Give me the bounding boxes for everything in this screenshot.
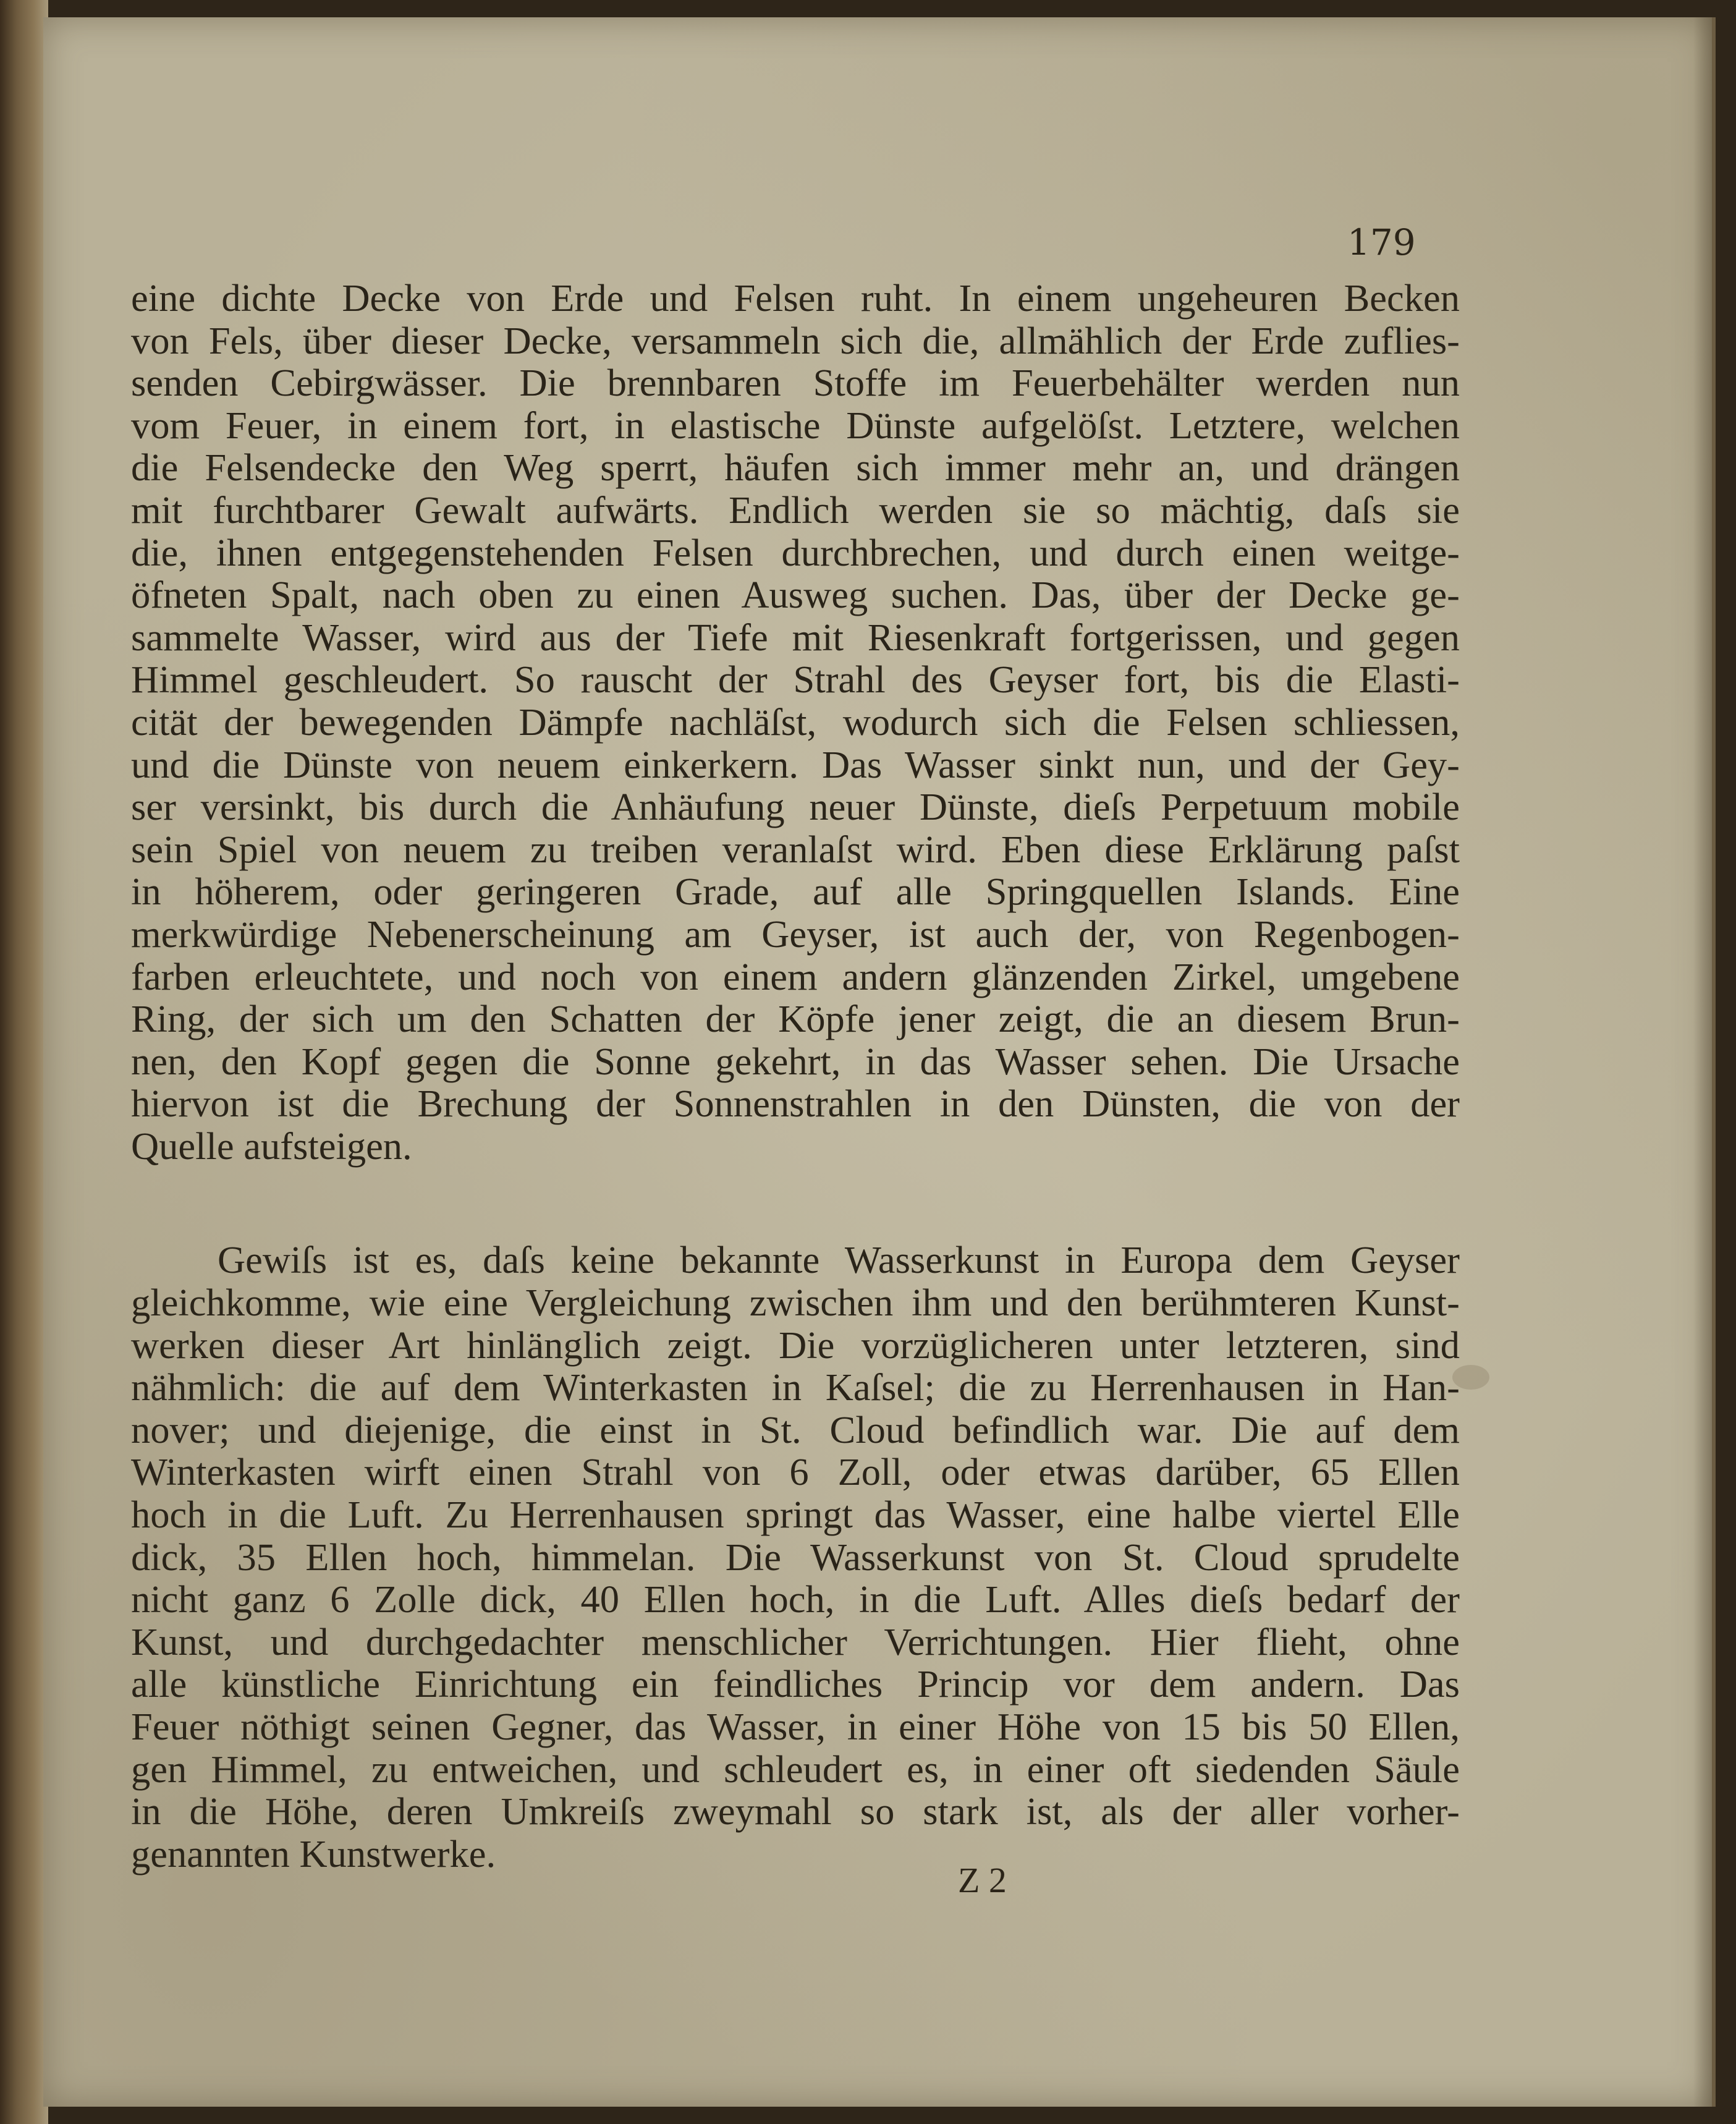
text-line: werken dieser Art hinlänglich zeigt. Die vorzüglicheren unter letzteren, sind (131, 1323, 1460, 1367)
text-line: senden Cebirgwässer. Die brennbaren Stoffe im Feuerbehälter werden nun (131, 361, 1460, 405)
text-line: Himmel geschleudert. So rauscht der Strahl des Geyser fort, bis die Elasti- (131, 658, 1460, 702)
text-line: vom Feuer, in einem fort, in elastische Dünste aufgelöſst. Letztere, welchen (131, 403, 1460, 447)
text-line: die Felsendecke den Weg sperrt, häufen sich immer mehr an, und drängen (131, 446, 1460, 490)
text-line: hiervon ist die Brechung der Sonnenstrahlen in den Dünsten, die von der (131, 1082, 1460, 1126)
text-line: öfneten Spalt, nach oben zu einen Ausweg suchen. Das, über der Decke ge- (131, 573, 1460, 617)
page-edge-shadow (1693, 17, 1712, 2107)
text-line: gleichkomme, wie eine Vergleichung zwischen ihm und den berühmteren Kunst- (131, 1281, 1460, 1325)
text-line: Winterkasten wirft einen Strahl von 6 Zoll, oder etwas darüber, 65 Ellen (131, 1450, 1460, 1494)
text-line: nicht ganz 6 Zolle dick, 40 Ellen hoch, in die Luft. Alles dieſs bedarf der (131, 1578, 1460, 1621)
text-line: merkwürdige Nebenerscheinung am Geyser, ist auch der, von Regenbogen- (131, 912, 1460, 956)
text-line: und die Dünste von neuem einkerkern. Das Wasser sinkt nun, und der Gey- (131, 742, 1460, 786)
text-line: in die Höhe, deren Umkreiſs zweymahl so stark ist, als der aller vorher- (131, 1790, 1460, 1833)
paragraph-1 (131, 277, 1460, 1167)
text-line: Quelle aufsteigen. (131, 1124, 412, 1168)
text-line: ser versinkt, bis durch die Anhäufung neuer Dünste, dieſs Perpetuum mobile (131, 785, 1460, 829)
text-line: eine dichte Decke von Erde und Felsen ruht. In einem ungeheuren Becken (131, 276, 1460, 320)
text-line: nen, den Kopf gegen die Sonne gekehrt, in das Wasser sehen. Die Ursache (131, 1039, 1460, 1083)
text-line: nover; und diejenige, die einst in St. Cloud befindlich war. Die auf dem (131, 1408, 1460, 1451)
text-line: sein Spiel von neuem zu treiben veranlaſst wird. Eben diese Erklärung paſst (131, 827, 1460, 871)
text-line: cität der bewegenden Dämpfe nachläſst, wodurch sich die Felsen schliessen, (131, 700, 1460, 744)
text-block (131, 277, 1460, 1875)
text-line: hoch in die Luft. Zu Herrenhausen springt das Wasser, eine halbe viertel Elle (131, 1493, 1460, 1537)
text-line: gen Himmel, zu entweichen, und schleudert es, in einer oft siedenden Säule (131, 1747, 1460, 1791)
book-page (43, 17, 1716, 2107)
text-line: Ring, der sich um den Schatten der Köpfe jener zeigt, die an diesem Brun- (131, 997, 1460, 1041)
text-line: mit furchtbarer Gewalt aufwärts. Endlich werden sie so mächtig, daſs sie (131, 488, 1460, 532)
text-line: in höherem, oder geringeren Grade, auf alle Springquellen Islands. Eine (131, 870, 1460, 914)
text-line: Feuer nöthigt seinen Gegner, das Wasser, in einer Höhe von 15 bis 50 Ellen, (131, 1705, 1460, 1748)
paragraph-gap (131, 1167, 1460, 1239)
signature-mark: Z 2 (958, 1860, 1007, 1900)
text-line: alle künstliche Einrichtung ein feindliches Princip vor dem andern. Das (131, 1662, 1460, 1706)
text-line: nähmlich: die auf dem Winterkasten in Kaſsel; die zu Herrenhausen in Han- (131, 1366, 1460, 1409)
text-line: genannten Kunstwerke. (131, 1832, 496, 1875)
book-spine (0, 0, 48, 2124)
text-line: Gewiſs ist es, daſs keine bekannte Wasserkunst in Europa dem Geyser (218, 1238, 1460, 1282)
text-line: sammelte Wasser, wird aus der Tiefe mit Riesenkraft fortgerissen, und gegen (131, 615, 1460, 659)
text-line: von Fels, über dieser Decke, versammeln sich die, allmählich der Erde zuflies- (131, 318, 1460, 362)
text-line: dick, 35 Ellen hoch, himmelan. Die Wasserkunst von St. Cloud sprudelte (131, 1535, 1460, 1579)
text-line: die, ihnen entgegenstehenden Felsen durchbrechen, und durch einen weitge- (131, 530, 1460, 574)
paragraph-2 (131, 1239, 1460, 1875)
text-line: Kunst, und durchgedachter menschlicher Verrichtungen. Hier flieht, ohne (131, 1620, 1460, 1663)
page-number: 179 (1347, 221, 1416, 263)
text-line: farben erleuchtete, und noch von einem andern glänzenden Zirkel, umgebene (131, 954, 1460, 998)
